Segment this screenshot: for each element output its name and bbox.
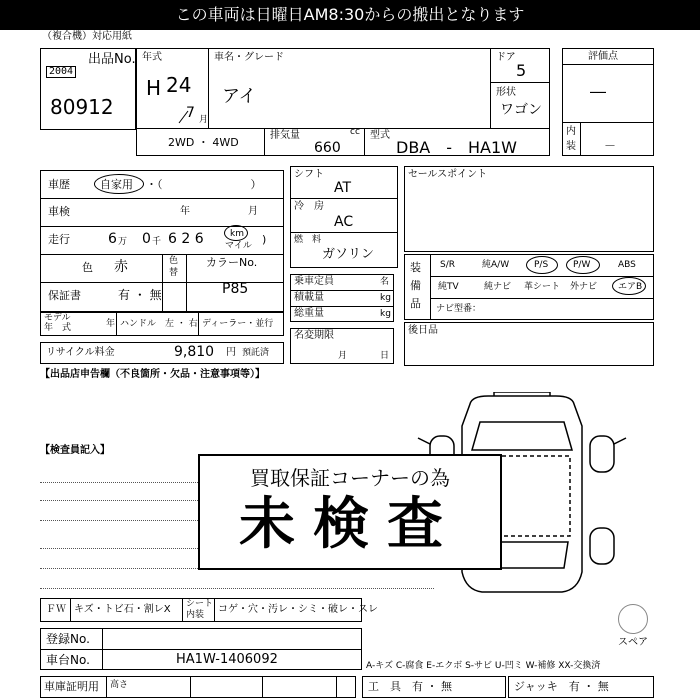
history-rest: ・（ ）: [146, 178, 262, 191]
mileage-unit-sen: 千: [152, 237, 162, 247]
inspection-year-unit: 年: [180, 206, 190, 217]
dealer-option: ディーラー・並行: [202, 319, 274, 329]
ac-value: AC: [334, 214, 354, 230]
stamp-line2: 未検査: [239, 492, 461, 557]
equip-ext-navi: 外ナビ: [570, 282, 598, 292]
mileage-km-circle: [224, 225, 248, 241]
grade-value: ―: [590, 82, 606, 101]
garage-cert-label: 車庫証明用: [44, 680, 99, 693]
reg-change-month: 月: [338, 351, 348, 361]
fuel-label: 燃 料: [294, 235, 322, 245]
doors-label: ドア: [496, 52, 516, 63]
chassis-value: HA1W-1406092: [176, 652, 278, 667]
load-unit: kg: [380, 293, 391, 303]
equip-sr: S/R: [440, 260, 455, 270]
gross-weight-unit: kg: [380, 309, 391, 319]
interior-value: －: [604, 139, 617, 153]
damage-seat-1: シート: [186, 599, 214, 609]
recycle-note: 預託済: [242, 348, 270, 358]
damage-seat-2: 内装: [186, 610, 205, 620]
model-name-value: アイ: [222, 86, 257, 107]
interior-label-2: 装: [566, 141, 576, 152]
model-year-unit: 年: [106, 319, 116, 329]
shift-value: AT: [334, 180, 352, 196]
mileage-value-sen: 0: [142, 231, 151, 247]
year-month-slash: [178, 110, 198, 124]
after-note-label: 後日品: [408, 325, 438, 336]
lot-box-number: 2004: [46, 66, 76, 78]
spare-label: スペア: [618, 637, 648, 648]
jack-label: ジャッキ 有 ・ 無: [514, 680, 609, 693]
equip-tv: 純TV: [438, 282, 459, 292]
equip-navi: 純ナビ: [484, 282, 512, 292]
equip-aw: 純A/W: [482, 260, 510, 270]
damage-fw-text: キズ・トビ石・割レX: [74, 604, 171, 615]
equipment-label-2: 備: [410, 279, 421, 292]
mileage-value-man: 6: [108, 231, 117, 247]
shape-label: 形状: [496, 87, 516, 98]
displacement-value: 660: [314, 140, 341, 156]
type-code-value: DBA - HA1W: [396, 138, 517, 157]
equipment-label-3: 品: [410, 297, 421, 310]
recycle-value: 9,810: [174, 344, 215, 360]
gross-weight-label: 総重量: [294, 308, 324, 319]
inspector-note-label: 【検査員記入】: [40, 445, 110, 456]
stamp-line1: 買取保証コーナーの為: [250, 466, 450, 490]
warranty-label: 保証書: [48, 289, 81, 302]
mileage-rest: 6 2 6: [168, 231, 204, 247]
model-name-label: 車名・グレード: [214, 52, 284, 63]
year-month-value: 7: [186, 105, 195, 121]
reg-change-day: 日: [380, 351, 390, 361]
drive-value: 2WD ・ 4WD: [168, 136, 239, 149]
year-value: 24: [166, 73, 192, 97]
recycle-unit: 円: [226, 347, 236, 358]
capacity-unit: 名: [380, 277, 390, 287]
equip-abs: ABS: [618, 260, 636, 270]
fuel-value: ガソリン: [322, 247, 375, 262]
interior-label-1: 内: [566, 126, 576, 137]
chassis-label: 車台No.: [46, 653, 90, 667]
year-era: H: [146, 76, 162, 100]
lot-number: 80912: [50, 95, 114, 119]
shape-value: ワゴン: [500, 102, 542, 118]
mileage-km: km: [230, 229, 244, 239]
height-label-1: 高さ: [110, 680, 129, 690]
grade-label: 評価点: [588, 51, 618, 62]
model-year-label-1: モデル: [44, 313, 71, 323]
displacement-unit: cc: [350, 127, 360, 137]
history-label: 車歴: [48, 178, 70, 191]
sales-point-label: セールスポイント: [408, 169, 488, 180]
damage-fw: ＦＷ: [46, 604, 66, 615]
reg-change-label: 名変期限: [294, 330, 334, 341]
equip-leather: 革シート: [524, 282, 561, 292]
history-value: 自家用: [100, 178, 133, 191]
shift-label: シフト: [294, 169, 324, 180]
mileage-mile: マイル: [225, 241, 252, 251]
doors-value: 5: [516, 61, 527, 80]
color-sub-1: 色: [169, 256, 179, 266]
tools-label: 工 具 有 ・ 無: [368, 680, 452, 693]
registration-label: 登録No.: [46, 632, 90, 646]
year-label: 年式: [142, 52, 162, 63]
color-no-value: P85: [222, 281, 249, 297]
color-label: 色: [82, 261, 93, 274]
equip-ps-circle: [526, 256, 558, 274]
damage-seat-text: コゲ・穴・汚レ・シミ・破レ・スレ: [218, 604, 378, 615]
handle-option: ハンドル 左 ・ 右: [120, 319, 198, 329]
equip-airbag: エアB: [618, 282, 643, 292]
equip-pw: P/W: [573, 260, 591, 270]
mileage-paren: ): [262, 233, 267, 246]
model-year-label-2: 年 式: [44, 323, 72, 333]
equip-pw-circle: [566, 256, 600, 274]
mileage-label: 走行: [48, 233, 70, 246]
warranty-value: 有 ・ 無: [118, 288, 162, 302]
year-month-unit: 月: [199, 115, 209, 125]
damage-legend: A-キズ C-腐食 E-エクボ S-サビ U-凹ミ W-補修 XX-交換済: [366, 661, 601, 671]
recycle-label: リサイクル料金: [46, 347, 115, 358]
history-circle: [94, 174, 144, 194]
equip-navi-model: ナビ型番：: [436, 304, 482, 314]
equip-airbag-circle: [612, 277, 646, 295]
after-note-box: [404, 322, 654, 366]
inspection-label: 車検: [48, 205, 70, 218]
color-value: 赤: [114, 259, 128, 275]
color-no-label: カラーNo.: [206, 256, 258, 269]
capacity-label: 乗車定員: [294, 276, 334, 287]
type-code-label: 型式: [370, 130, 390, 141]
spare-tire: [618, 604, 648, 634]
lot-label: 出品No.: [88, 52, 136, 67]
displacement-label: 排気量: [270, 130, 300, 141]
form-header: （複合機）対応用紙: [42, 31, 132, 42]
banner-text: この車両は日曜日AM8:30からの搬出となります: [175, 5, 525, 24]
load-label: 積載量: [294, 292, 324, 303]
color-sub-2: 替: [169, 268, 179, 278]
seller-note-label: 【出品店申告欄（不良箇所・欠品・注意事項等）】: [40, 369, 265, 380]
equip-ps: P/S: [534, 260, 549, 270]
inspection-month-unit: 月: [248, 206, 258, 217]
mileage-unit-man: 万: [118, 237, 128, 247]
equipment-label-1: 装: [410, 261, 421, 274]
ac-label: 冷 房: [294, 201, 324, 212]
